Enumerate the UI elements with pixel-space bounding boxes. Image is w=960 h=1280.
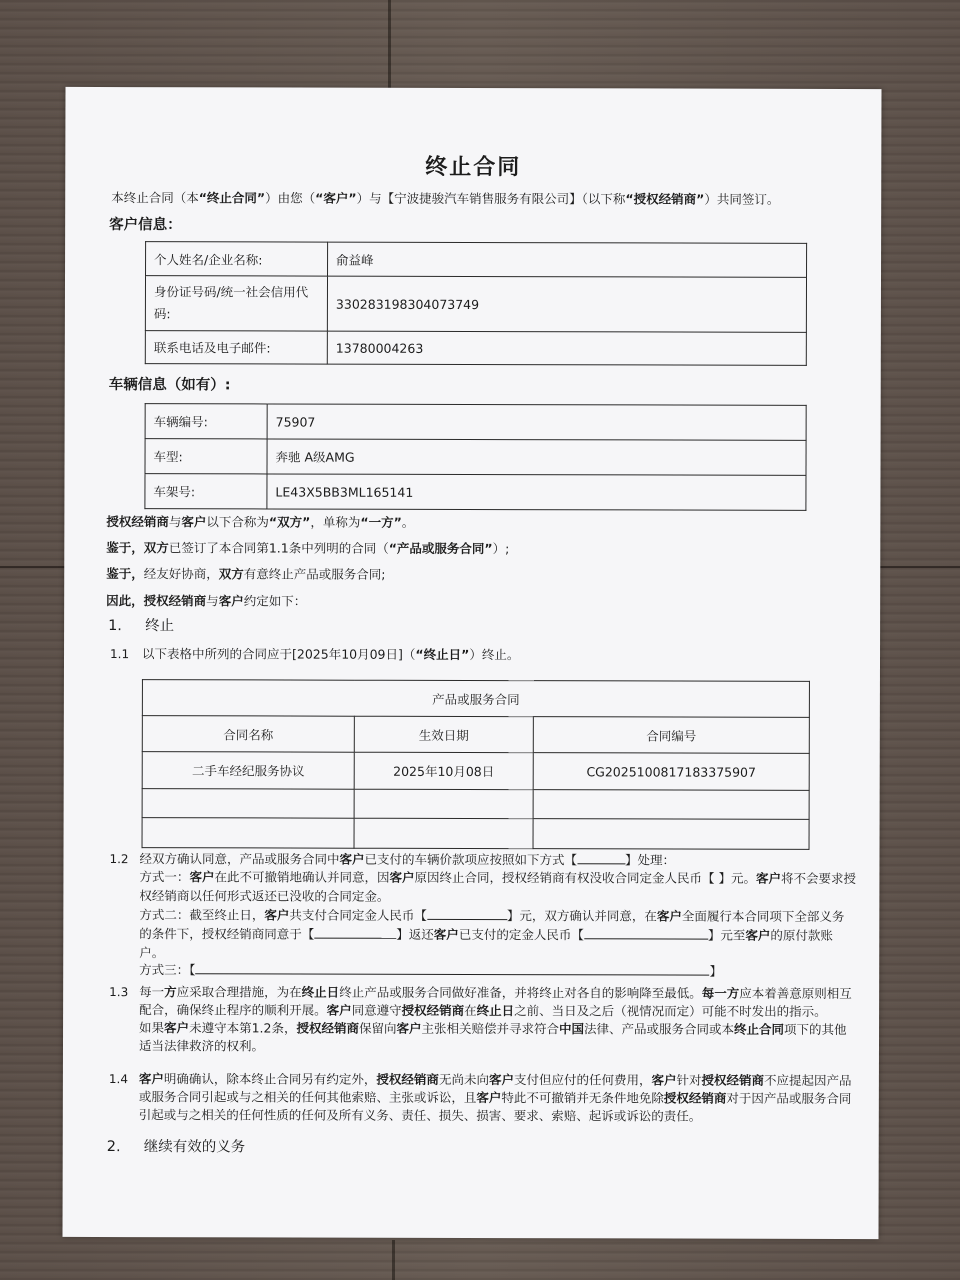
- contract-table-caption: 产品或服务合同: [142, 680, 809, 718]
- clause-1-2-option-1: 方式一：客户在此不可撤销地确认并同意，因客户原因终止合同，授权经销商有权没收合同定金人民币【 】元。客户将不会要求授: [139, 869, 857, 887]
- intro-paragraph: 本终止合同（本“终止合同”）由您（“客户”）与【宁波捷骏汽车销售服务有限公司】（以下称“授权经销商”）共同签订。: [111, 190, 780, 207]
- vehicle-model-value: 奔驰 A级AMG: [267, 439, 806, 475]
- table-row: [142, 680, 809, 718]
- clause-1-1-number: 1.1: [110, 647, 130, 662]
- clause-1-4-line-1: 客户明确确认，除本终止合同另有约定外，授权经销商无尚未向客户支付但应付的任何费用，客户针对授权经销商不应提起因产品: [138, 1071, 852, 1088]
- contract-page: [62, 87, 881, 1239]
- page-title: 终止合同: [425, 154, 522, 181]
- parties-definition: 授权经销商与客户以下合称为“双方”，单称为“一方”。: [106, 514, 415, 530]
- table-row: [142, 789, 809, 820]
- column-header: 合同名称: [142, 716, 354, 753]
- table-row: [145, 331, 806, 366]
- clause-1-2-option-2-end: 户。: [139, 945, 165, 961]
- table-cell: [354, 789, 533, 818]
- contract-name-cell: 二手车经纪服务协议: [142, 752, 354, 790]
- contract-number-cell: CG2025100817183375907: [533, 753, 809, 791]
- table-cell: [142, 789, 354, 819]
- customer-info-table: [145, 241, 807, 366]
- column-header: 生效日期: [354, 716, 533, 752]
- clause-1-2-option-3: 方式三：【 】: [139, 962, 722, 979]
- column-header: 合同编号: [533, 717, 809, 754]
- vehicle-info-heading: 车辆信息（如有）:: [108, 377, 231, 394]
- section-2-number: 2.: [106, 1139, 121, 1156]
- customer-id-value: 330283198304073749: [327, 276, 806, 332]
- table-row: [145, 404, 806, 441]
- clause-1-2-option-2: 方式二：截至终止日，客户共支付合同定金人民币【 】元，双方确认并同意，在客户全面履行本合同项下全部义务: [139, 907, 845, 924]
- table-row: [142, 752, 809, 791]
- customer-name-value: 俞益峰: [328, 242, 807, 277]
- clause-1-2-option-2-cont: 的条件下，授权经销商同意于【 】返还客户已支付的定金人民币【 】元至客户的原付款账: [139, 926, 833, 943]
- contract-table: [142, 679, 810, 850]
- vehicle-info-table: [144, 403, 806, 511]
- clause-1-2-line-1: 经双方确认同意，产品或服务合同中客户已支付的车辆价款项应按照如下方式【 】处理：: [139, 851, 676, 868]
- clause-1-3-line-2: 配合，确保终止程序的顺利开展。客户同意遵守授权经销商在终止日之前、当日及之后（视情况而定）可能不时发出的指示。: [139, 1002, 827, 1019]
- clause-1-1-text: 以下表格中所列的合同应于[2025年10月09日]（“终止日”）终止。: [142, 646, 520, 663]
- table-cell: [142, 818, 354, 849]
- section-2-title: 继续有效的义务: [143, 1139, 246, 1156]
- clause-1-3-number: 1.3: [109, 985, 129, 1000]
- clause-1-3-line-3: 如果客户未遵守本第1.2条，授权经销商保留向客户主张相关赔偿并寻求符合中国法律、产品或服务合同或本终止合同项下的其他: [139, 1020, 847, 1037]
- customer-id-label: 身份证号码/统一社会信用代码:: [145, 276, 327, 331]
- clause-1-2-number: 1.2: [109, 852, 129, 867]
- vehicle-model-label: 车型:: [145, 439, 267, 474]
- whereas-clause-2: 鉴于，经友好协商，双方有意终止产品或服务合同;: [106, 566, 386, 582]
- table-cell: [354, 818, 533, 848]
- table-cell: [533, 819, 809, 850]
- customer-info-heading: 客户信息：: [109, 217, 182, 234]
- customer-contact-label: 联系电话及电子邮件:: [145, 331, 327, 364]
- clause-1-4-line-3: 引起或与之相关的任何性质的任何及所有义务、责任、损失、损害、要求、索赔、起诉或诉讼的责任。: [138, 1107, 702, 1124]
- table-row: [142, 716, 809, 754]
- clause-1-3-line-4: 适当法律救济的权利。: [138, 1038, 265, 1054]
- clause-1-3-line-1: 每一方应采取合理措施，为在终止日终止产品或服务合同做好准备，并将终止对各自的影响降至最低。每一方应本着善意原则相互: [139, 984, 852, 1001]
- customer-name-label: 个人姓名/企业名称:: [146, 242, 328, 276]
- vehicle-number-value: 75907: [267, 404, 806, 440]
- vin-label: 车架号:: [145, 474, 267, 509]
- section-1-number: 1.: [108, 618, 122, 635]
- clause-1-4-line-2: 或服务合同引起或与之相关的任何其他索赔、主张或诉讼，且客户特此不可撤销并无条件地免除授权经销商对于因产品或服务合同: [138, 1089, 852, 1106]
- clause-1-4-number: 1.4: [108, 1072, 129, 1087]
- therefore-clause: 因此，授权经销商与客户约定如下：: [106, 593, 307, 609]
- customer-contact-value: 13780004263: [327, 331, 806, 365]
- table-row: [145, 474, 806, 511]
- clause-1-2-option-1-cont: 权经销商以任何形式返还已没收的合同定金。: [139, 888, 390, 904]
- table-row: [146, 242, 807, 278]
- table-row: [145, 276, 806, 333]
- section-1-title: 终止: [145, 618, 175, 635]
- vin-value: LE43X5BB3ML165141: [267, 474, 806, 510]
- effective-date-cell: 2025年10月08日: [354, 752, 533, 789]
- table-cell: [533, 790, 809, 820]
- table-row: [145, 439, 806, 476]
- table-row: [142, 818, 809, 850]
- vehicle-number-label: 车辆编号:: [145, 404, 267, 439]
- whereas-clause-1: 鉴于，双方已签订了本合同第1.1条中列明的合同（“产品或服务合同”）;: [106, 540, 510, 557]
